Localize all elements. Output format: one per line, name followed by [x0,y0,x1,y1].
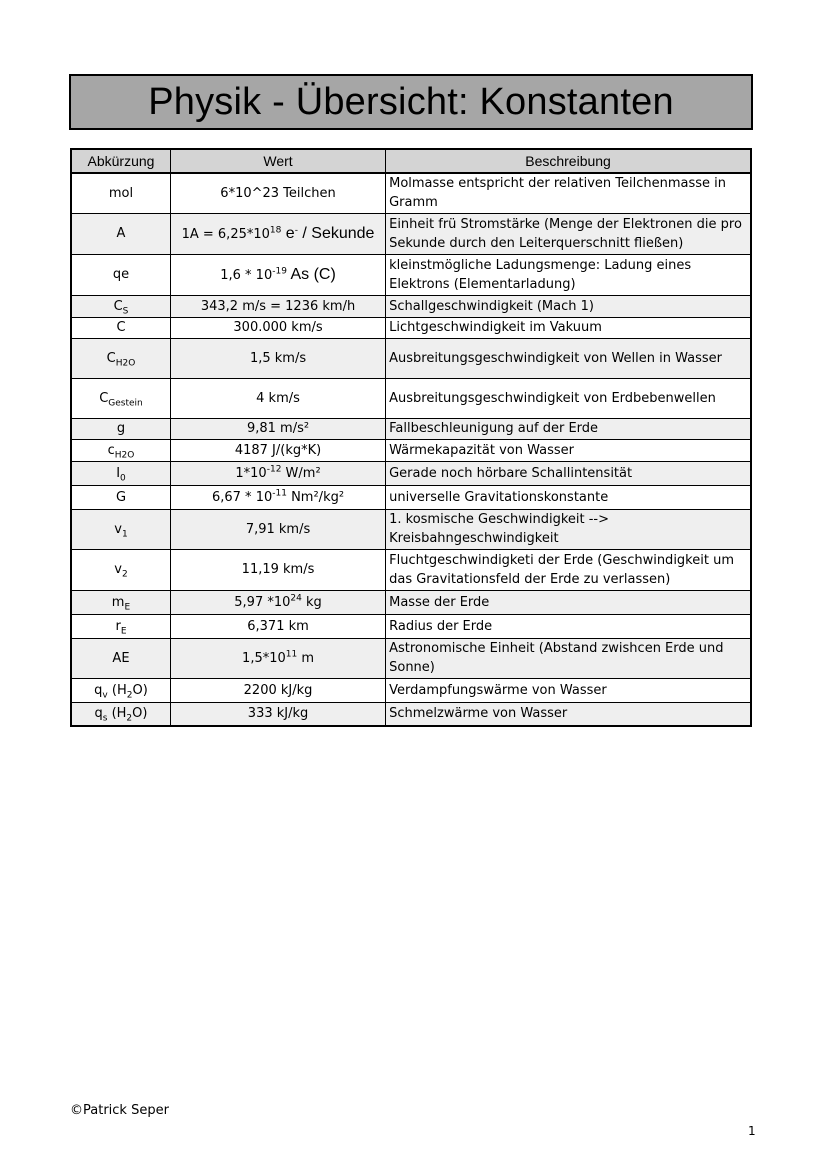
cell-abbr [71,338,170,378]
cell-desc: Ausbreitungsgeschwindigkeit von Erdbebenwellen [386,378,751,418]
constants-table [70,148,752,727]
cell-value [170,254,385,295]
abbr-symbol: C [99,390,109,406]
abbr-symbol: c [107,442,115,458]
value-text: 6,67 * 10 [211,489,273,505]
value-exponent: 24 [290,593,302,604]
cell-value: 2200 kJ/kg [170,678,385,702]
cell-desc: Molmasse entspricht der relativen Teilchenmasse in Gramm [386,173,751,213]
cell-abbr [71,509,170,549]
table-row [71,213,751,254]
table-row [71,509,751,549]
cell-value [170,638,385,678]
abbr-subscript: E [124,602,131,613]
table-row [71,485,751,509]
cell-abbr: C [71,317,170,338]
header-abkuerzung: Abkürzung [71,149,170,173]
cell-value [170,461,385,485]
table-row [71,317,751,338]
cell-value [170,590,385,614]
cell-desc: Fallbeschleunigung auf der Erde [386,418,751,439]
abbr-subscript: E [120,626,127,637]
value-unit: / Sekunde [297,224,375,242]
value-unit: As (C) [286,265,336,283]
abbr-symbol: C [106,350,116,366]
cell-desc: kleinstmögliche Ladungsmenge: Ladung eines Elektrons (Elementarladung) [386,254,751,295]
page-title: Physik - Übersicht: Konstanten [69,74,753,130]
abbr-subscript: 2 [126,690,133,701]
cell-abbr: mol [71,173,170,213]
abbr-symbol: v [114,562,122,577]
abbr-symbol: m [111,594,125,610]
cell-value: 4187 J/(kg*K) [170,439,385,461]
cell-value: 6,371 km [170,614,385,638]
cell-desc: 1. kosmische Geschwindigkeit --> Kreisbahngeschwindigkeit [386,509,751,549]
abbr-subscript: H2O [115,358,136,369]
header-wert: Wert [170,149,385,173]
header-beschreibung: Beschreibung [386,149,751,173]
abbr-subscript: Gestein [108,398,143,409]
abbr-subscript: v [102,690,108,701]
value-unit: kg [301,594,322,610]
table-row [71,702,751,726]
cell-desc: Radius der Erde [386,614,751,638]
abbr-subscript: 0 [120,473,126,484]
value-text: 1*10 [235,465,267,481]
abbr-symbol: r [115,618,121,634]
value-text: 5,97 *10 [234,594,291,610]
abbr-subscript: 2 [121,569,128,580]
value-exponent: - [294,225,298,236]
table-header-row [71,149,751,173]
value-exponent: -11 [272,488,287,499]
value-unit: m [297,650,315,666]
page-number: 1 [748,1124,756,1138]
cell-desc: Verdampfungswärme von Wasser [386,678,751,702]
cell-abbr [71,549,170,590]
abbr-text: (H [107,706,127,722]
cell-desc: universelle Gravitationskonstante [386,485,751,509]
cell-desc: Einheit frü Stromstärke (Menge der Elektronen die pro Sekunde durch den Leiterquerschnitt fließen) [386,213,751,254]
value-text: 1A = 6,25*10 [181,226,270,242]
cell-abbr: A [71,213,170,254]
cell-abbr [71,678,170,702]
cell-abbr [71,439,170,461]
table-row [71,254,751,295]
cell-abbr [71,461,170,485]
value-unit: e [281,224,295,242]
cell-value: 9,81 m/s² [170,418,385,439]
abbr-symbol: q [94,682,103,698]
cell-value: 7,91 km/s [170,509,385,549]
value-exponent: -19 [272,266,287,277]
cell-value: 6*10^23 Teilchen [170,173,385,213]
table-row [71,378,751,418]
cell-desc: Masse der Erde [386,590,751,614]
cell-abbr [71,702,170,726]
abbr-subscript: 1 [121,529,128,540]
table-row [71,461,751,485]
copyright-footer: ©Patrick Seper [70,1103,169,1118]
abbr-symbol: v [114,521,122,537]
value-exponent: 11 [285,649,298,660]
cell-value [170,213,385,254]
value-unit: Nm²/kg² [286,489,345,505]
table-row [71,173,751,213]
value-unit: W/m² [281,465,321,481]
cell-value: 300.000 km/s [170,317,385,338]
table-row [71,549,751,590]
value-exponent: -12 [266,464,282,475]
table-row [71,338,751,378]
table-row [71,614,751,638]
cell-abbr [71,295,170,317]
cell-value: 333 kJ/kg [170,702,385,726]
cell-desc: Gerade noch hörbare Schallintensität [386,461,751,485]
abbr-subscript: s [102,713,108,724]
abbr-symbol: I [116,465,121,481]
cell-value: 4 km/s [170,378,385,418]
table-row [71,418,751,439]
cell-value [170,485,385,509]
cell-desc: Lichtgeschwindigkeit im Vakuum [386,317,751,338]
abbr-subscript: 2 [126,713,133,724]
cell-value: 1,5 km/s [170,338,385,378]
cell-desc: Astronomische Einheit (Abstand zwishcen Erde und Sonne) [386,638,751,678]
value-text: 1,6 * 10 [220,267,273,283]
cell-desc: Fluchtgeschwindigketi der Erde (Geschwindigkeit um das Gravitationsfeld der Erde zu verlassen) [386,549,751,590]
abbr-subscript: S [122,306,129,317]
value-text: 1,5*10 [242,650,286,666]
table-row [71,295,751,317]
abbr-symbol: C [113,298,123,314]
abbr-symbol: q [94,706,103,722]
abbr-text: (H [107,682,127,698]
abbr-subscript: H2O [114,450,135,461]
table-row [71,678,751,702]
table-row [71,439,751,461]
cell-abbr: AE [71,638,170,678]
cell-abbr: g [71,418,170,439]
abbr-text: O) [132,706,148,722]
cell-value: 11,19 km/s [170,549,385,590]
table-row [71,590,751,614]
table-row [71,638,751,678]
abbr-text: O) [132,682,148,698]
cell-desc: Ausbreitungsgeschwindigkeit von Wellen in Wasser [386,338,751,378]
cell-desc: Wärmekapazität von Wasser [386,439,751,461]
cell-abbr [71,614,170,638]
cell-value: 343,2 m/s = 1236 km/h [170,295,385,317]
cell-desc: Schmelzwärme von Wasser [386,702,751,726]
cell-abbr [71,378,170,418]
cell-abbr [71,590,170,614]
cell-desc: Schallgeschwindigkeit (Mach 1) [386,295,751,317]
cell-abbr: qe [71,254,170,295]
value-exponent: 18 [269,225,282,236]
cell-abbr: G [71,485,170,509]
